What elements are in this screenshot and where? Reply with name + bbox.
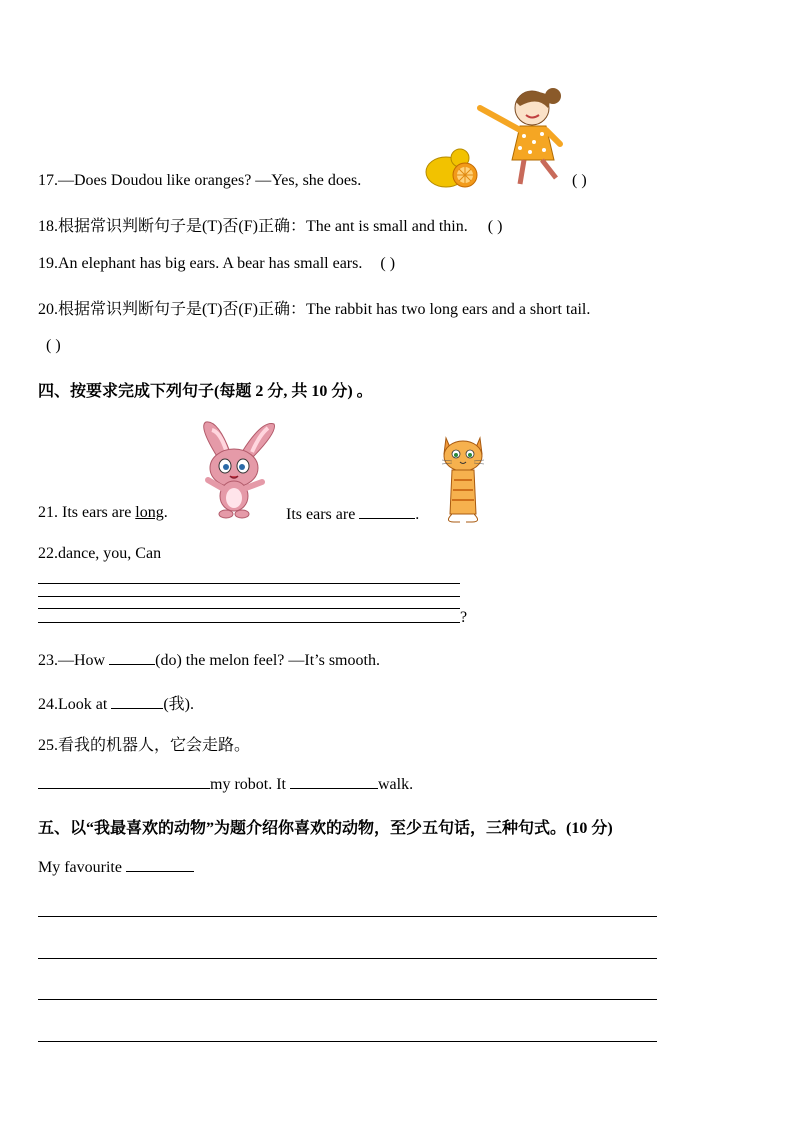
answer-blank-21[interactable] (359, 504, 415, 519)
answer-blank-25-1[interactable] (38, 774, 210, 789)
cat-icon (438, 430, 488, 524)
answer-rule-22-3[interactable] (38, 608, 460, 609)
answer-paren-20[interactable]: ( ) (46, 337, 61, 354)
essay-starter (38, 857, 194, 877)
question-22-end-mark: ? (460, 609, 468, 626)
question-21-second (286, 504, 419, 524)
question-18-text: 18.根据常识判断句子是(T)否(F)正确：The ant is small and thin. (38, 218, 468, 235)
question-25-middle: my robot. It (210, 776, 290, 793)
answer-paren-18[interactable]: ( ) (487, 218, 503, 235)
question-21-second-prefix: Its ears are (286, 506, 360, 523)
question-25-suffix: walk. (378, 776, 414, 793)
question-21-word: long (135, 504, 164, 521)
answer-rule-22-4[interactable] (38, 622, 460, 623)
question-24 (38, 691, 194, 714)
question-20 (38, 296, 590, 319)
section-5-heading: 五、以“我最喜欢的动物”为题介绍你喜欢的动物，至少五句话，三种句式。(10 分) (38, 820, 613, 837)
answer-blank-essay-topic[interactable] (126, 857, 194, 872)
question-23-prefix: 23.—How (38, 652, 110, 669)
essay-line-1[interactable] (38, 916, 657, 917)
answer-paren-19[interactable]: ( ) (380, 255, 396, 272)
essay-line-2[interactable] (38, 958, 657, 959)
question-23 (38, 650, 380, 670)
question-24-prefix: 24.Look at (38, 696, 112, 713)
question-21-suffix: . (163, 504, 168, 521)
answer-blank-24[interactable] (111, 694, 163, 709)
answer-rule-22-1[interactable] (38, 583, 460, 584)
question-21-second-suffix: . (415, 506, 420, 523)
question-19 (38, 255, 395, 273)
answer-blank-23[interactable] (109, 650, 155, 665)
answer-blank-25-2[interactable] (290, 774, 378, 789)
rabbit-icon (196, 418, 282, 520)
answer-rule-22-2[interactable] (38, 596, 460, 597)
question-21-prefix: 21. Its ears are (38, 504, 136, 521)
section-4-heading: 四、按要求完成下列句子(每题 2 分, 共 10 分) 。 (38, 383, 373, 400)
essay-line-3[interactable] (38, 999, 657, 1000)
question-23-middle: (do) the melon feel? —It’s smooth. (155, 652, 380, 669)
question-20-text: 20.根据常识判断句子是(T)否(F)正确：The rabbit has two long ears and a short tail. (38, 301, 591, 318)
question-25: 25.看我的机器人，它会走路。 (38, 737, 251, 754)
essay-line-4[interactable] (38, 1041, 657, 1042)
question-18 (38, 213, 502, 236)
question-21 (38, 504, 168, 522)
question-17-text: 17.—Does Doudou like oranges? —Yes, she does. (38, 172, 362, 189)
question-22: 22.dance, you, Can (38, 545, 162, 562)
question-19-text: 19.An elephant has big ears. A bear has small ears. (38, 255, 363, 272)
answer-paren-17[interactable]: ( ) (572, 172, 587, 189)
girl-with-oranges-icon (420, 82, 570, 192)
question-25-answer (38, 774, 413, 794)
question-24-suffix: (我). (163, 696, 194, 713)
essay-starter-text: My favourite (38, 859, 126, 876)
question-17 (38, 172, 587, 190)
